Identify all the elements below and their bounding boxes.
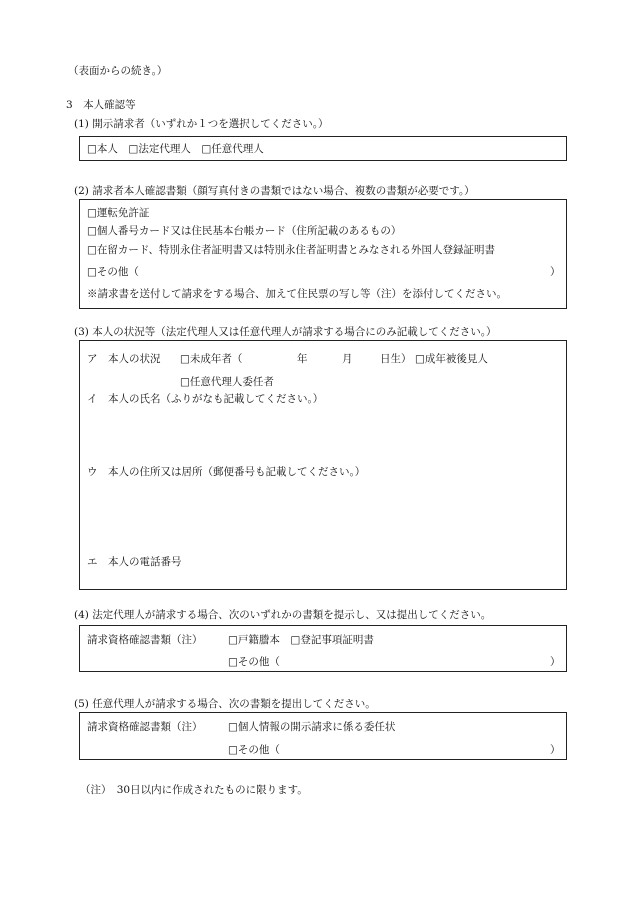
q2-label: (2) 請求者本人確認書類（顔写真付きの書類ではない場合、複数の書類が必要です。） (74, 185, 475, 197)
section-title: 3 本人確認等 (66, 99, 136, 111)
continuation-note: （表面からの続き。） (68, 65, 168, 77)
q2-drivers-license[interactable]: □運転免許証 (87, 207, 150, 219)
q2-mynumber-card[interactable]: □個人番号カード又は住民基本台帳カード（住所記載のあるもの） (87, 225, 402, 237)
q5-doc-label: 請求資格確認書類（注） (87, 721, 203, 733)
q1-label: (1) 開示請求者（いずれか１つを選択してください。） (74, 118, 329, 130)
q3-birthdate: 日生） (380, 353, 412, 365)
q2-other-close: ） (550, 266, 561, 278)
q1-options[interactable]: □本人 □法定代理人 □任意代理人 (87, 143, 264, 155)
q3-adult-ward-checkbox[interactable]: □成年被後見人 (415, 353, 488, 365)
q3-label: (3) 本人の状況等（法定代理人又は任意代理人が請求する場合にのみ記載してください。） (74, 326, 497, 338)
q5-box (79, 712, 567, 760)
q3-minor-checkbox[interactable]: □未成年者（ (180, 353, 243, 365)
q2-box (79, 199, 567, 309)
q3-status-label: ア 本人の状況 (87, 353, 161, 365)
q3-box (79, 340, 567, 590)
q4-box (79, 625, 567, 672)
q3-address-label: ウ 本人の住所又は居所（郵便番号も記載してください。） (87, 466, 366, 478)
q1-box (79, 136, 567, 161)
q3-phone-label: エ 本人の電話番号 (87, 556, 182, 568)
footnote: （注） 30日以内に作成されたものに限ります。 (80, 784, 308, 796)
q5-power-of-attorney-checkbox[interactable]: □個人情報の開示請求に係る委任状 (228, 721, 396, 733)
q4-doc-label: 請求資格確認書類（注） (87, 634, 203, 646)
q4-label: (4) 法定代理人が請求する場合、次のいずれかの書類を提示し、又は提出してください。 (74, 609, 492, 621)
q5-label: (5) 任意代理人が請求する場合、次の書類を提出してください。 (74, 698, 376, 710)
q3-name-label: イ 本人の氏名（ふりがなも記載してください。） (87, 393, 324, 405)
q3-year: 年 (297, 353, 308, 365)
q4-other-close: ） (550, 656, 561, 668)
q5-other-close: ） (550, 744, 561, 756)
q2-other[interactable]: □その他（ (87, 266, 139, 278)
q2-residence-card[interactable]: □在留カード、特別永住者証明書又は特別永住者証明書とみなされる外国人登録証明書 (87, 244, 495, 256)
q4-options[interactable]: □戸籍謄本 □登記事項証明書 (228, 634, 374, 646)
q3-proxy-principal-checkbox[interactable]: □任意代理人委任者 (180, 376, 274, 388)
q3-month: 月 (342, 353, 353, 365)
q5-other[interactable]: □その他（ (228, 744, 280, 756)
q4-other[interactable]: □その他（ (228, 656, 280, 668)
q2-note: ※請求書を送付して請求をする場合、加えて住民票の写し等（注）を添付してください。 (87, 288, 507, 300)
